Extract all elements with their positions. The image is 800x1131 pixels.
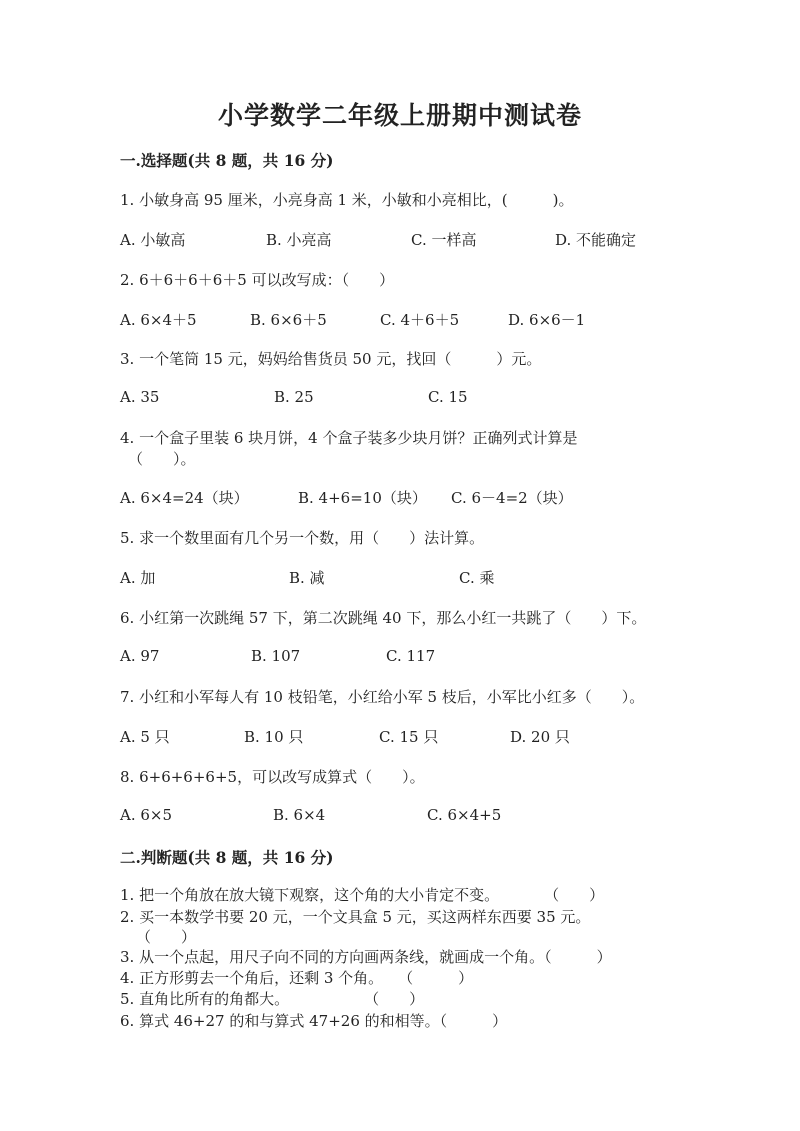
q8-option-c: C. 6×4+5 [427, 806, 502, 824]
q1-option-d: D. 不能确定 [555, 231, 637, 249]
q7-option-d: D. 20 只 [510, 728, 570, 746]
judgment-5: 5. 直角比所有的角都大。 （ ） [120, 990, 425, 1008]
judgment-4: 4. 正方形剪去一个角后，还剩 3 个角。 （ ） [120, 969, 474, 987]
judgment-2: 2. 买一本数学书要 20 元，一个文具盒 5 元，买这两样东西要 35 元。 [120, 908, 591, 926]
q3-option-a: A. 35 [120, 388, 160, 406]
q6-option-b: B. 107 [251, 647, 301, 665]
q2-option-a: A. 6×4＋5 [120, 311, 197, 329]
question-4-blank: （ ）。 [128, 450, 196, 468]
question-8: 8. 6+6+6+6+5，可以改写成算式（ ）。 [120, 768, 425, 786]
q2-option-b: B. 6×6＋5 [250, 311, 327, 329]
q1-option-a: A. 小敏高 [120, 231, 186, 249]
q7-option-c: C. 15 只 [379, 728, 439, 746]
q2-option-c: C. 4＋6＋5 [380, 311, 460, 329]
q7-option-a: A. 5 只 [120, 728, 170, 746]
q5-option-b: B. 减 [289, 569, 325, 587]
question-1: 1. 小敏身高 95 厘米，小亮身高 1 米，小敏和小亮相比，( )。 [120, 191, 574, 209]
section-heading-choice: 一.选择题(共 8 题，共 16 分) [120, 151, 334, 170]
q3-option-c: C. 15 [428, 388, 468, 406]
q8-option-a: A. 6×5 [120, 806, 173, 824]
q5-option-a: A. 加 [120, 569, 156, 587]
judgment-6: 6. 算式 46+27 的和与算式 47+26 的和相等。（ ） [120, 1012, 508, 1030]
q4-option-a: A. 6×4=24（块） [120, 489, 249, 507]
q5-option-c: C. 乘 [459, 569, 495, 587]
question-6: 6. 小红第一次跳绳 57 下，第二次跳绳 40 下，那么小红一共跳了（ ）下。 [120, 609, 647, 627]
question-3: 3. 一个笔筒 15 元，妈妈给售货员 50 元，找回（ ）元。 [120, 350, 542, 368]
question-7: 7. 小红和小军每人有 10 枝铅笔，小红给小军 5 枝后，小军比小红多（ ）。 [120, 688, 645, 706]
question-4: 4. 一个盒子里装 6 块月饼，4 个盒子装多少块月饼？正确列式计算是 [120, 429, 578, 447]
question-2: 2. 6＋6＋6＋6＋5 可以改写成：（ ） [120, 271, 395, 289]
page-title: 小学数学二年级上册期中测试卷 [217, 101, 582, 130]
judgment-1: 1. 把一个角放在放大镜下观察，这个角的大小肯定不变。 （ ） [120, 886, 605, 904]
q2-option-d: D. 6×6－1 [508, 311, 586, 329]
q6-option-c: C. 117 [386, 647, 436, 665]
q4-option-c: C. 6－4=2（块） [451, 489, 573, 507]
q3-option-b: B. 25 [274, 388, 314, 406]
q1-option-c: C. 一样高 [411, 231, 477, 249]
q4-option-b: B. 4+6=10（块） [298, 489, 427, 507]
q7-option-b: B. 10 只 [244, 728, 304, 746]
q8-option-b: B. 6×4 [273, 806, 326, 824]
question-5: 5. 求一个数里面有几个另一个数，用（ ）法计算。 [120, 529, 485, 547]
judgment-3: 3. 从一个点起，用尺子向不同的方向画两条线，就画成一个角。（ ） [120, 948, 612, 966]
section-heading-judgment: 二.判断题(共 8 题，共 16 分) [120, 848, 334, 867]
judgment-2-blank: （ ） [136, 928, 197, 946]
q6-option-a: A. 97 [120, 647, 160, 665]
q1-option-b: B. 小亮高 [266, 231, 332, 249]
